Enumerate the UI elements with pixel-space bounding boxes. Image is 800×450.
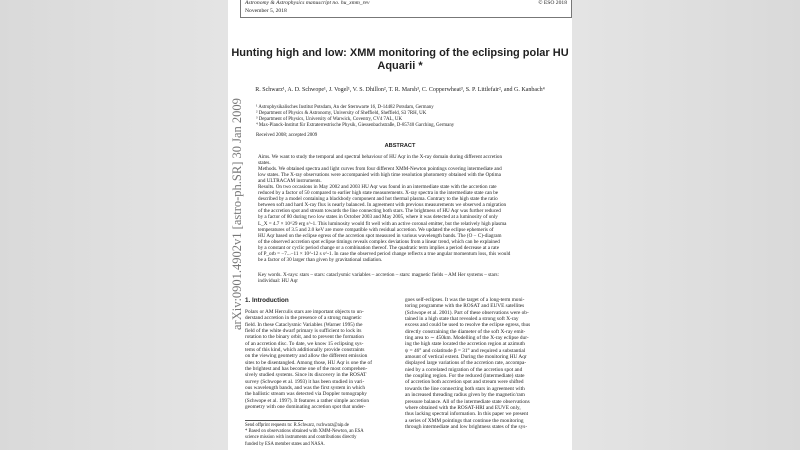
text-line: a series of XMM pointings that continue the monitoring [405,417,524,424]
text-line: derstand accretion in the presence of a strong magnetic [245,315,362,322]
text-line: pressure balance. All of the intermediate state observations [405,398,530,405]
text-line: low states. The X-ray observations were accompanied with high time resolution photometry obtained with the Optima [258,172,501,179]
text-line: reduced by a factor of 50 compared to earlier high state measurements. X-ray spectra in the intermediate state can be [258,190,499,197]
text-line: and ULTRACAM instruments. [258,178,322,185]
text-line: of an accretion disc. To date, we know 15 eclipsing sys- [245,340,364,347]
arxiv-stamp: arXiv:0901.4902v1 [astro-ph.SR] 30 Jan 2009 [230,98,244,330]
text-line: thus lacking spectral information. In this paper we present [405,411,529,418]
text-line: L_X = 4.7 × 10^29 erg s^-1. This luminosity would fit well with an active coronal emitter, but the relatively high plasma [258,220,507,227]
footnote: * Based on observations obtained with XMM-Newton, an ESA [245,429,364,435]
text-line: directly constraining the diameter of the soft X-ray emit- [405,328,526,335]
text-line: by a constant or cyclic period change or a combination thereof. The quadratic term implies a period decrease at a rate [258,244,499,251]
text-line: be a factor of 30 larger than given by gravitational radiation. [258,256,383,263]
footnote: science mission with instruments and contributions directly [245,435,357,441]
section-heading: 1. Introduction [245,297,289,304]
footnote: Send offprint requests to: R.Schwarz, rschwarz@aip.de [245,423,349,428]
text-line: described by a model containing a blackbody component and hot thermal plasma. Contrary to the high state the ratio [258,196,498,203]
text-line: survey (Schwope et al. 1993) it has been studied in vari- [245,378,365,385]
text-line: temperatures of 3.5 and 2.0 keV are more compatible with residual accretion. We updated the eclipse ephemeris of [258,226,494,233]
running-header [240,0,572,18]
text-line: sively studied systems. Since its discovery in the ROSAT [245,372,367,379]
text-line: Aims. We want to study the temporal and spectral behaviour of HU Aqr in the X-ray domain during different accretion [258,154,503,160]
text-line: geometry with one dominating accretion spot that under- [245,404,366,411]
copyright: © ESO 2018 [538,0,567,6]
text-line: through intermediate and low brightness states of the sys- [405,423,528,430]
text-line: Methods. We obtained spectra and light curves from four different XMM-Newton pointings covering intermediate and [258,166,502,173]
text-line: the brightest and has become one of the most comprehen- [245,366,368,373]
text-line: (Schwope et al. 1997). It features a rather simple accretion [245,397,369,404]
keywords-line: Key words. X-rays: stars – stars: cataclysmic variables – accretion – stars: magnetic fields – AM Her systems – stars: [258,272,499,278]
text-line: tems of this kind, which additionally provide constraints [245,347,365,354]
keywords-line: individual: HU Aqr [258,278,298,285]
footnotes [245,423,364,448]
affiliation: ⁴ Max-Planck-Institut für Extraterrestrische Physik, Giessenbachstraße, D-85740 Garching, Germany [256,123,455,128]
text-line: toring programme with the ROSAT and EUVE satellites [405,303,525,310]
text-line: tained in a high state that revealed a strong soft X-ray [405,316,519,323]
affiliation: ¹ Astrophysikalisches Institut Potsdam, An der Sternwarte 16, D-14482 Potsdam, Germany [256,105,434,110]
intro-left-column [245,309,372,411]
text-line: (Schwope et al. 2001). Part of these observations were ob- [405,309,529,316]
text-line: of Ṗ_orb = −7...−11 × 10^-12 s s^-1. In case the observed period change reflects a true angular momentum loss, this would [258,250,511,257]
text-line: field. In these Cataclysmic Variables (Warner 1995) the [245,321,363,328]
abstract-heading: ABSTRACT [384,143,416,149]
abstract-body [258,154,558,263]
text-line: Polars or AM Herculis stars are important objects to un- [245,309,364,315]
manuscript-date: November 5, 2018 [245,8,287,14]
text-line: of the accretion spot and stream towards the line connecting both stars. The brightness of HU Aqr was further reduced [258,208,501,215]
affiliations [256,105,454,129]
received-date: Received 2008; accepted 2009 [256,133,318,138]
affiliation: ² Department of Physics & Astronomy, University of Sheffield, Sheffield, S3 7RH, UK [256,111,427,116]
paper-title: Hunting high and low: XMM monitoring of the eclipsing polar HU Aquarii * [231,47,569,72]
text-line: ting area to ∼ 450km. Modelling of the X-ray eclipse dur- [405,335,529,342]
intro-right-column [405,297,530,430]
paper-page [228,0,572,450]
text-line: towards the line connecting both stars in agreement with [405,385,525,392]
text-line: displayed large variations of the accretion rate, accompa- [405,360,527,367]
text-line: of accretion both accretion spot and stream were shifted [405,379,524,386]
text-line: on the viewing geometry and allow the different emission [245,353,368,360]
journal-name: Astronomy & Astrophysics manuscript no. hu_xmm_rev [245,0,370,6]
text-line: of the observed accretion spot eclipse timings reveals complex deviations from a linear trend, which can be explained [258,238,500,245]
text-line: excess and could be used to resolve the eclipse egress, thus [405,322,531,329]
text-line: by a factor of 80 during two low states in October 2003 and May 2005, where it was detected at a luminosity of only [258,214,498,221]
text-line: ous wavelength bands, and was the first system in which [245,385,366,392]
text-line: HU Aqr based on the eclipse egress of the accretion spot measured in various wavelength bands. The (O − C)-diagram [258,232,502,239]
text-line: Results. On two occasions in May 2002 and 2003 HU Aqr was found in an intermediate state with the accretion rate [258,184,497,191]
text-line: states. [258,160,271,167]
text-line: between soft and hard X-ray flux is nearly balanced. In agreement with previous measurements we observed a migration [258,202,507,209]
keywords [258,272,558,284]
text-line: where obtained with the ROSAT-HRI and EUVE only, [405,404,521,411]
text-line: the coupling region. For the reduced (intermediate) state [405,373,525,380]
text-line: amount of vertical extent. During the monitoring HU Aqr [405,354,527,361]
text-line: ing the high state located the accretion region at azimuth [405,341,525,348]
text-line: field of the white dwarf primary is sufficient to lock its [245,328,362,335]
text-line: the ballistic stream was detected via Doppler tomography [245,391,367,398]
text-line: sites to be disentangled. Among those, HU Aqr is one the of [245,359,372,366]
footnote: funded by ESA member states and NASA. [245,441,325,447]
footnote-rule [245,420,303,421]
text-line: an increased threading radius given by the magnetic/ram [405,392,525,399]
text-line: nied by a correlated migration of the accretion spot and [405,366,523,373]
text-line: rotation to the binary orbit, and to prevent the formation [245,334,364,341]
text-line: goes self-eclipses. It was the target of a long-term moni- [405,297,525,303]
text-line: ψ = 46° and colatitude β = 31° and required a substantial [405,347,526,354]
author-list: R. Schwarz¹, A. D. Schwope¹, J. Vogel¹, V. S. Dhillon², T. R. Marsh³, C. Copperwheat³, S. P. Littlefair², and G. Kanbach⁴ [255,87,545,93]
affiliation: ³ Department of Physics, University of Warwick, Coventry, CV4 7AL, UK [256,117,403,122]
